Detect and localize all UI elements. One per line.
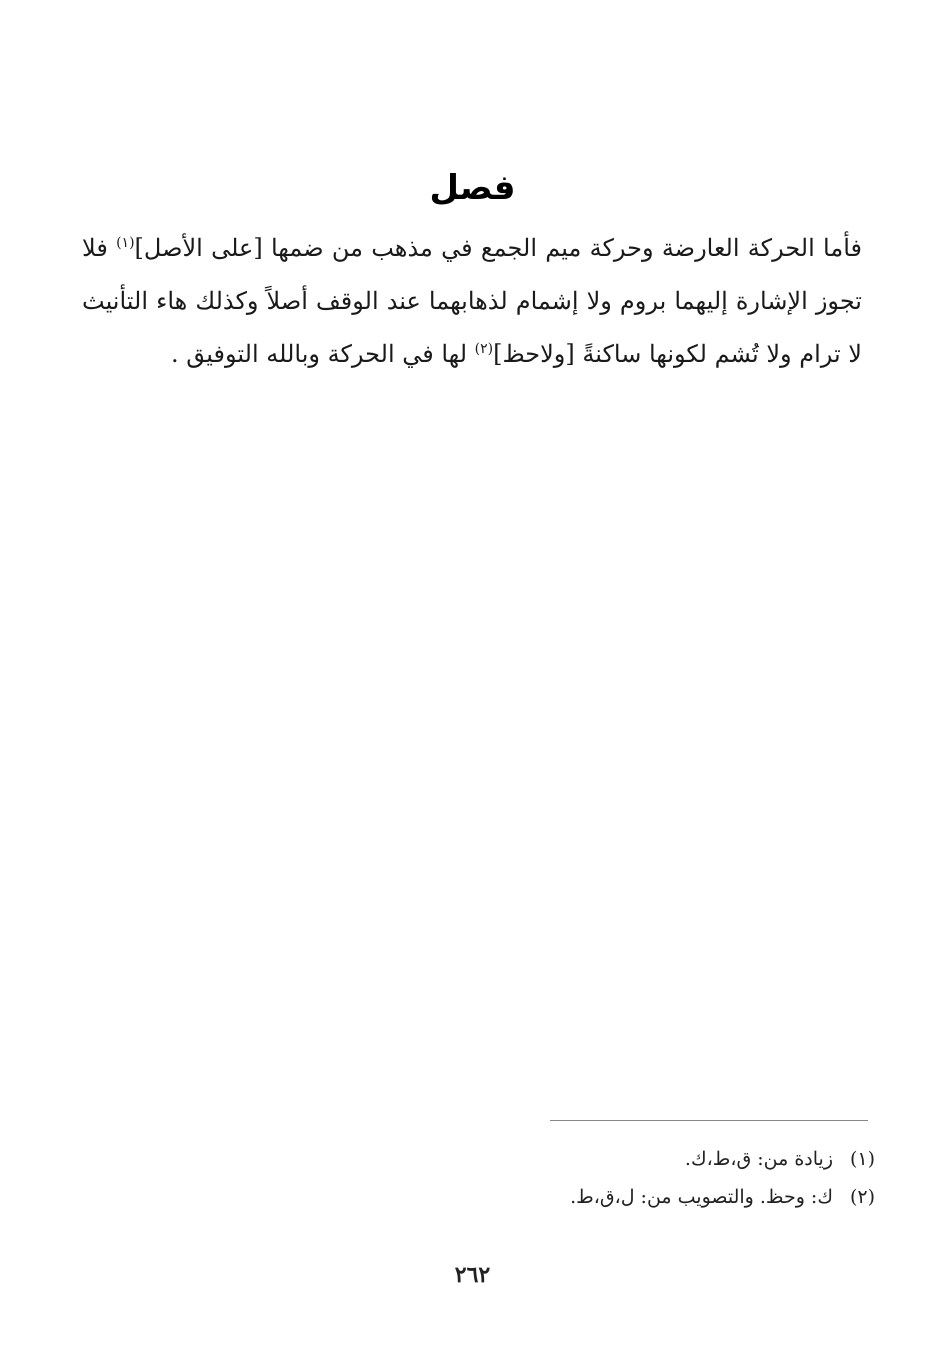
footnote-2 (480, 1178, 875, 1216)
footnote-ref-1: (١) (116, 235, 135, 251)
footnote-ref-2: (٢) (474, 341, 494, 357)
footnote-number: (١) (849, 1148, 875, 1170)
paragraph-text-part1: فأما الحركة العارضة وحركة ميم الجمع في مذهب من ضمها [على الأصل] (134, 234, 862, 262)
main-paragraph (82, 222, 862, 381)
paragraph-text-part2: فلا تجوز الإشارة إليهما بروم ولا إشمام لذهابهما عند الوقف أصلاً وكذلك هاء التأنيث لا ترام ولا تُشم لكونها ساكنةً [ولاحظ] (82, 234, 862, 368)
footnotes (480, 1140, 875, 1216)
footnote-text: زيادة من: ق،ط،ك. (684, 1148, 833, 1170)
page-number: ٢٦٢ (454, 1262, 491, 1288)
footnote-divider (550, 1120, 868, 1121)
footnote-text: ك: وحظ. والتصويب من: ل،ق،ط. (570, 1186, 833, 1208)
footnote-1 (480, 1140, 875, 1178)
paragraph-text-part3: لها في الحركة وبالله التوفيق . (171, 340, 475, 368)
footnote-number: (٢) (849, 1186, 875, 1208)
section-heading: فصل (429, 168, 516, 208)
